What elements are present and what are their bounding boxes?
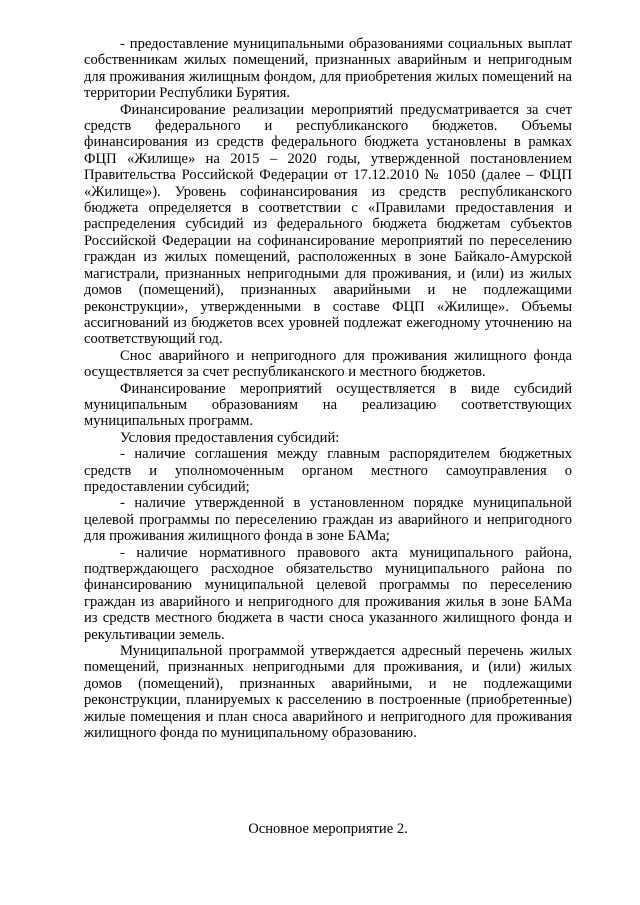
paragraph-social-payments: - предоставление муниципальными образованиями социальных выплат собственникам жилых помещений, признанных аварийным и непригодным для проживания жилищным фондом, для приобретения жилых помещений на территории Республики Бурятия. — [84, 36, 572, 102]
document-body — [84, 36, 572, 741]
paragraph-condition-agreement: - наличие соглашения между главным распорядителем бюджетных средств и уполномоченным органом местного самоуправления о предоставлении субсидий; — [84, 446, 572, 495]
paragraph-subsidies: Финансирование мероприятий осуществляется в виде субсидий муниципальным образованиям на реализацию соответствующих муниципальных программ. — [84, 380, 572, 430]
paragraph-condition-normative-act: - наличие нормативного правового акта муниципального района, подтверждающего расходное обязательство муниципального района по финансированию муниципальной целевой программы по переселению граждан из аварийного и непригодного для проживания жилья в зоне БАМа из средств местного бюджета в части сноса указанного жилищного фонда и рекультивации земель. — [84, 544, 572, 643]
paragraph-condition-program: - наличие утвержденной в установленном порядке муниципальной целевой программы по переселению граждан из аварийного и непригодного для проживания жилищного фонда в зоне БАМа; — [84, 495, 572, 545]
paragraph-conditions-title: Условия предоставления субсидий: — [120, 429, 340, 446]
paragraph-financing-sources: Финансирование реализации мероприятий предусматривается за счет средств федерального и республиканского бюджетов. Объемы финансирования из средств федерального бюджета установлены в рамках ФЦП «Жилище» на 2015 – 2020 годы, утвержденной постановлением Правительства Российской Федерации от 17.12.2010 № 1050 (далее – ФЦП «Жилище»). Уровень софинансирования из средств республиканского бюджета определяется в соответствии с «Правилами предоставления и распределения субсидий из федерального бюджета бюджетам субъектов Российской Федерации на софинансирование мероприятий по переселению граждан из жилых помещений, расположенных в зоне Байкало-Амурской магистрали, признанных непригодными для проживания, и (или) из жилых домов (помещений), признанных аварийными и не подлежащими реконструкции», утвержденными в составе ФЦП «Жилище». Объемы ассигнований из бюджетов всех уровней подлежат ежегодному уточнению на соответствующий год. — [84, 101, 572, 348]
paragraph-demolition: Снос аварийного и непригодного для проживания жилищного фонда осуществляется за счет республиканского и местного бюджетов. — [84, 347, 572, 381]
section-heading: Основное мероприятие 2. — [248, 821, 408, 837]
paragraph-address-list: Муниципальной программой утверждается адресный перечень жилых помещений, признанных непригодными для проживания, и (или) жилых домов (помещений), признанных аварийными, и не подлежащими реконструкции, планируемых к расселению в построенные (приобретенные) жилые помещения и план сноса аварийного и непригодного для проживания жилищного фонда по муниципальному образованию. — [84, 643, 572, 742]
